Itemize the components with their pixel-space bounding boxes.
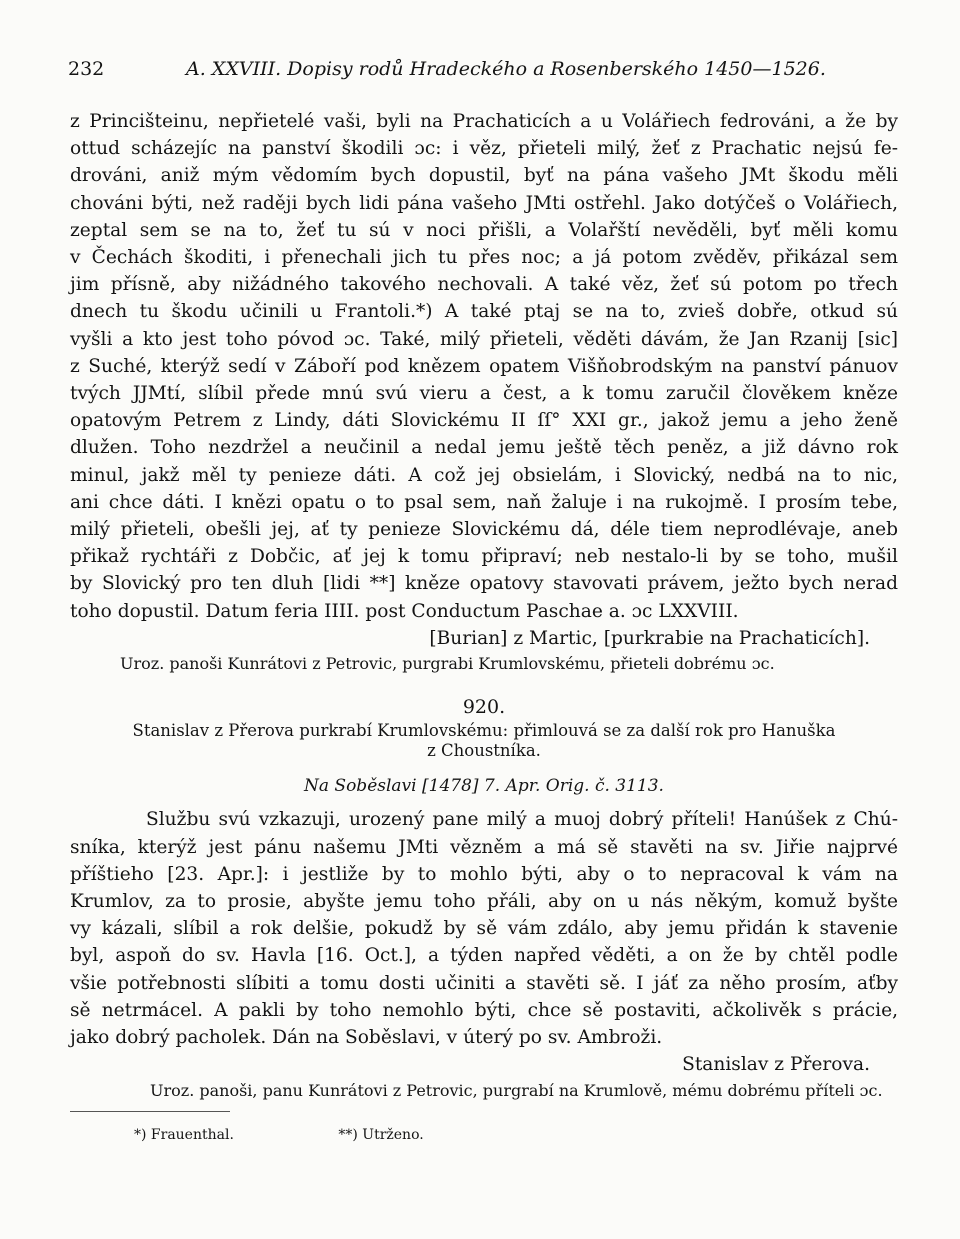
footnote: **) Utrženo. <box>338 1126 424 1143</box>
text-line: vy kázali, slíbil a rok delšie, pokudž by sě vám zdálo, aby jemu přidán k stavenie <box>70 918 898 940</box>
footnote: *) Frauenthal. <box>134 1126 234 1143</box>
text-line: vyšli a kto jest toho póvod ɔc. Také, milý přieteli, věděti dávám, že Jan Rzanij [sic] <box>70 328 898 350</box>
regest-line: Stanislav z Přerova purkrabí Krumlovskému: přimlouvá se za další rok pro Hanuška <box>132 721 836 741</box>
document-number: 920. <box>462 696 506 719</box>
text-line: ottud scházejíc na panství škodili ɔc: i věz, přieteli milý, žeť z Prachatic nejsú fe- <box>70 138 898 160</box>
regest-line: z Choustníka. <box>427 741 541 761</box>
text-line: Službu svú vzkazuji, urozený pane milý a muoj dobrý příteli! Hanúšek z Chú- <box>146 809 898 831</box>
regest <box>70 721 898 761</box>
page-number: 232 <box>68 58 105 80</box>
letter-920-text <box>70 806 898 1102</box>
text-line: tvých JJMtí, slíbil přede mnú svú vieru a čest, a k tomu zaručil člověkem kněze <box>70 383 898 405</box>
text-line: toho dopustil. Datum feria IIII. post Conductum Paschae a. ɔc LXXVIII. <box>70 600 739 622</box>
text-line: milý přieteli, obešli jej, ať ty penieze Slovickému dá, déle tiem neprodlévaje, aneb <box>70 519 898 541</box>
running-head: A. XXVIII. Dopisy rodů Hradeckého a Rosenberského 1450—1526. <box>186 58 826 80</box>
text-line: příštieho [23. Apr.]: i jestliže by to mohlo býti, aby o to nepracoval k vám na <box>70 863 898 885</box>
text-line: byl, aspoň do sv. Havla [16. Oct.], a týden napřed věděti, a on že by chtěl podle <box>70 945 898 967</box>
page-header <box>68 58 898 88</box>
text-line: dlužen. Toho nezdržel a neučinil a nedal jemu ještě těch peněz, a již dávno rok <box>70 437 898 459</box>
text-line: zeptal sem se na to, žeť tu sú v noci přišli, a Volařští nevěděli, byť měli komu <box>70 219 898 241</box>
text-line: Krumlov, za to prosie, abyšte jemu toho přáli, aby on u nás někým, komuž byšte <box>70 891 898 913</box>
letter-920-signature: Stanislav z Přerova. <box>682 1054 870 1076</box>
letter-920-address: Uroz. panoši, panu Kunrátovi z Petrovic, purgrabí na Krumlově, mému dobrému příteli ɔc. <box>150 1080 883 1100</box>
letter-919-signature: [Burian] z Martic, [purkrabie na Prachaticích]. <box>429 627 870 649</box>
text-line: ani chce dáti. I knězi opatu o to psal sem, naň žaluje i na rukojmě. I prosím tebe, <box>70 491 898 513</box>
letter-919-text <box>70 108 898 676</box>
text-line: z Suché, kterýž sedí v Záboří pod knězem opatem Višňobrodským na panství pánuov <box>70 355 898 377</box>
page-body <box>70 108 898 1149</box>
text-line: sníka, kterýž jest pánu našemu JMti vězněm a má sě stavěti na sv. Jiřie najprvé <box>70 836 898 858</box>
dating-line: Na Soběslavi [1478] 7. Apr. Orig. č. 3113. <box>304 776 664 797</box>
text-line: sě netrmácel. A pakli by toho nemohlo býti, chce sě postaviti, ačkolivěk s prácie, <box>70 999 898 1021</box>
letter-919-address: Uroz. panoši Kunrátovi z Petrovic, purgrabi Krumlovskému, přieteli dobrému ɔc. <box>120 654 775 674</box>
text-line: dnech tu škodu učinili u Frantoli.*) A také ptaj se na to, zvieš dobře, otkud sú <box>70 301 898 323</box>
text-line: v Čechách škoditi, i přenechali jich tu přes noc; a já potom zvěděv, přikázal sem <box>70 247 898 269</box>
text-line: jako dobrý pacholek. Dán na Soběslavi, v úterý po sv. Ambroži. <box>70 1027 663 1049</box>
text-line: z Princišteinu, nepřietelé vaši, byli na Prachaticích a u Volářiech fedrováni, a že by <box>70 111 898 132</box>
text-line: přikaž rychtáři z Dobčic, ať jej k tomu připraví; neb nestalo-li by se toho, mušil <box>70 546 898 568</box>
text-line: jim přísně, aby nižádného takového nechovali. A také věz, žeť sú potom po třech <box>70 274 898 296</box>
footnote-divider <box>70 1111 230 1112</box>
text-line: minul, jakž měl ty penieze dáti. A což jej obsielám, i Slovický, nedbá na to nic, <box>70 464 898 486</box>
text-line: opatovým Petrem z Lindy, dáti Slovickému II ſſ° XXI gr., jakož jemu a jeho ženě <box>70 410 898 432</box>
text-line: všie potřebnosti slíbiti a tomu dosti učiniti a stavěti sě. I jáť za něho prosím, aťby <box>70 972 898 994</box>
footnotes <box>70 1122 898 1149</box>
text-line: chováni býti, než raději bych lidi pána vašeho JMti ostřehl. Jako dotýčeš o Volářiech, <box>70 192 898 214</box>
text-line: drováni, aniž mým vědomím bych dopustil, byť na pána vašeho JMt škodu měli <box>70 165 898 187</box>
text-line: by Slovický pro ten dluh [lidi **] kněze opatovy stavovati právem, ježto bych nerad <box>70 573 898 595</box>
